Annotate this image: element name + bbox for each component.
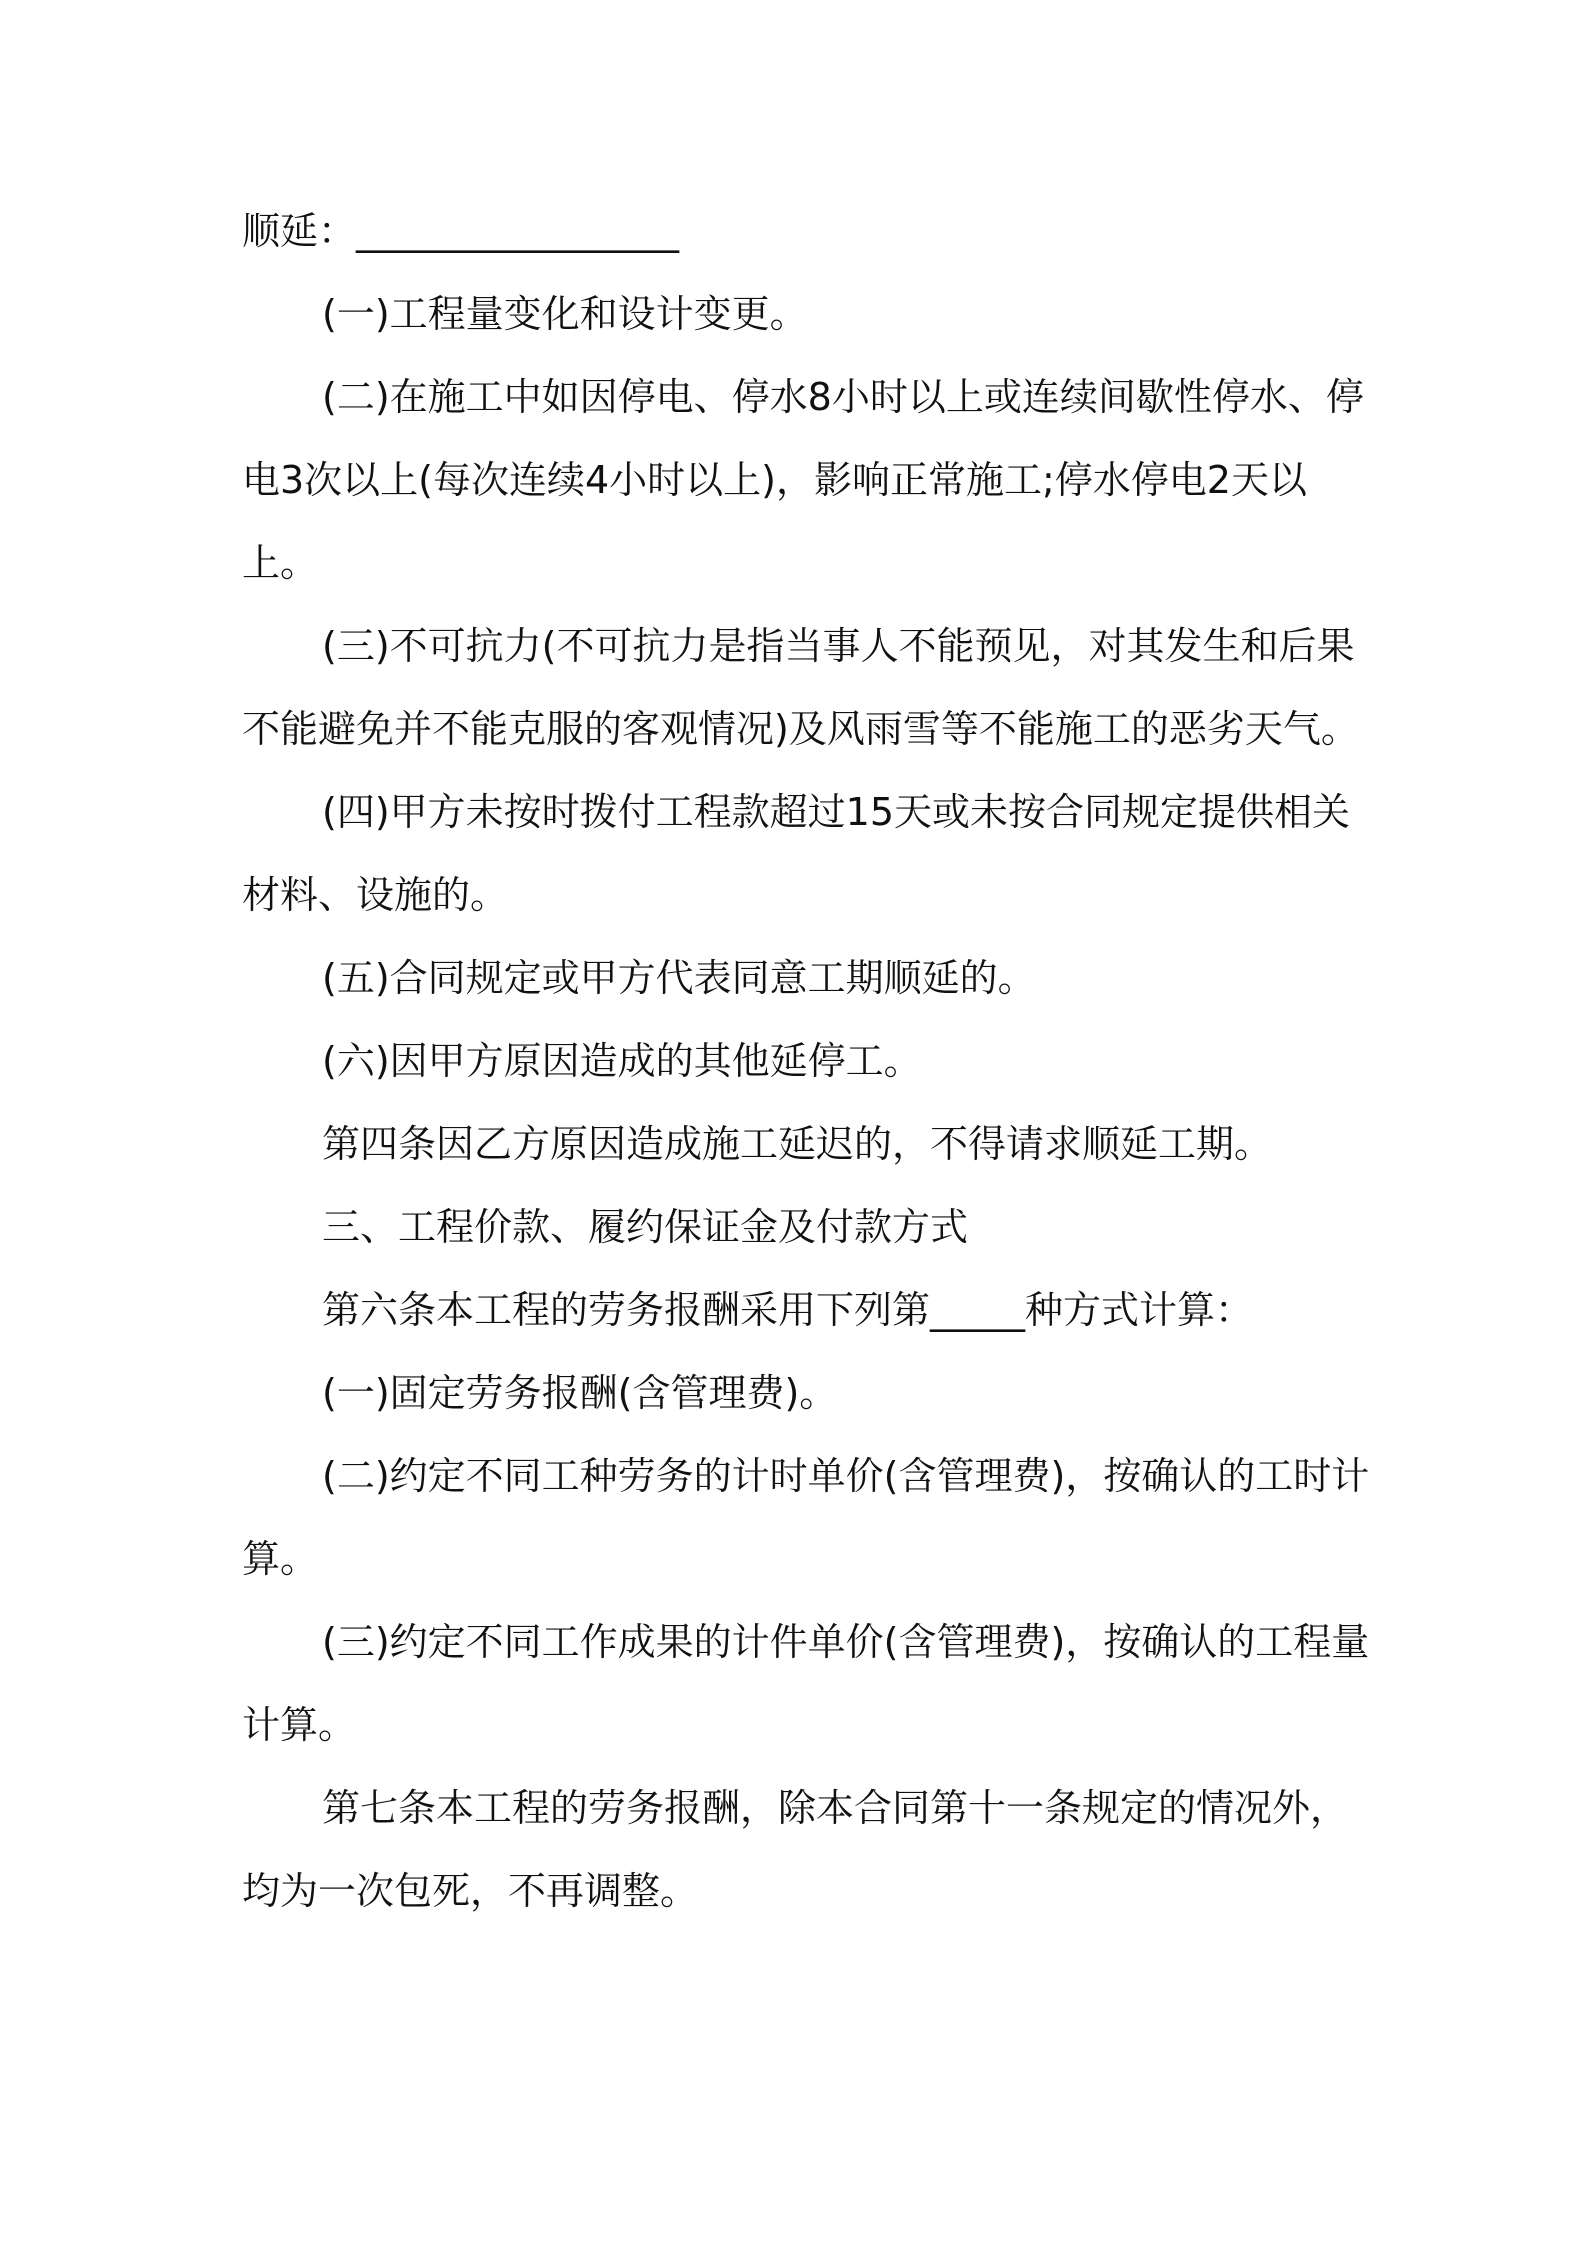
paragraph-article-6: 第六条本工程的劳务报酬采用下列第_____种方式计算： bbox=[322, 1288, 1254, 1332]
paragraph-extension-heading: 顺延：_________________ bbox=[242, 209, 680, 253]
paragraph-article-4: 第四条因乙方原因造成施工延迟的，不得请求顺延工期。 bbox=[322, 1122, 1273, 1166]
paragraph-item-2: (二)在施工中如因停电、停水8小时以上或连续间歇性停水、停电3次以上(每次连续4小时以上)，影响正常施工;停水停电2天以上。 bbox=[242, 375, 1364, 585]
paragraph-article-7: 第七条本工程的劳务报酬，除本合同第十一条规定的情况外，均为一次包死，不再调整。 bbox=[242, 1786, 1349, 1913]
paragraph-method-2: (二)约定不同工种劳务的计时单价(含管理费)，按确认的工时计算。 bbox=[242, 1454, 1370, 1581]
paragraph-method-3: (三)约定不同工作成果的计件单价(含管理费)，按确认的工程量计算。 bbox=[242, 1620, 1370, 1747]
paragraph-item-6: (六)因甲方原因造成的其他延停工。 bbox=[322, 1039, 922, 1083]
document-body bbox=[242, 190, 1372, 1933]
section-heading-price: 三、工程价款、履约保证金及付款方式 bbox=[322, 1205, 969, 1249]
paragraph-item-4: (四)甲方未按时拨付工程款超过15天或未按合同规定提供相关材料、设施的。 bbox=[242, 790, 1351, 917]
paragraph-method-1: (一)固定劳务报酬(含管理费)。 bbox=[322, 1371, 838, 1415]
paragraph-item-1: (一)工程量变化和设计变更。 bbox=[322, 292, 808, 336]
paragraph-item-5: (五)合同规定或甲方代表同意工期顺延的。 bbox=[322, 956, 1036, 1000]
paragraph-item-3: (三)不可抗力(不可抗力是指当事人不能预见，对其发生和后果不能避免并不能克服的客观情况)及风雨雪等不能施工的恶劣天气。 bbox=[242, 624, 1359, 751]
